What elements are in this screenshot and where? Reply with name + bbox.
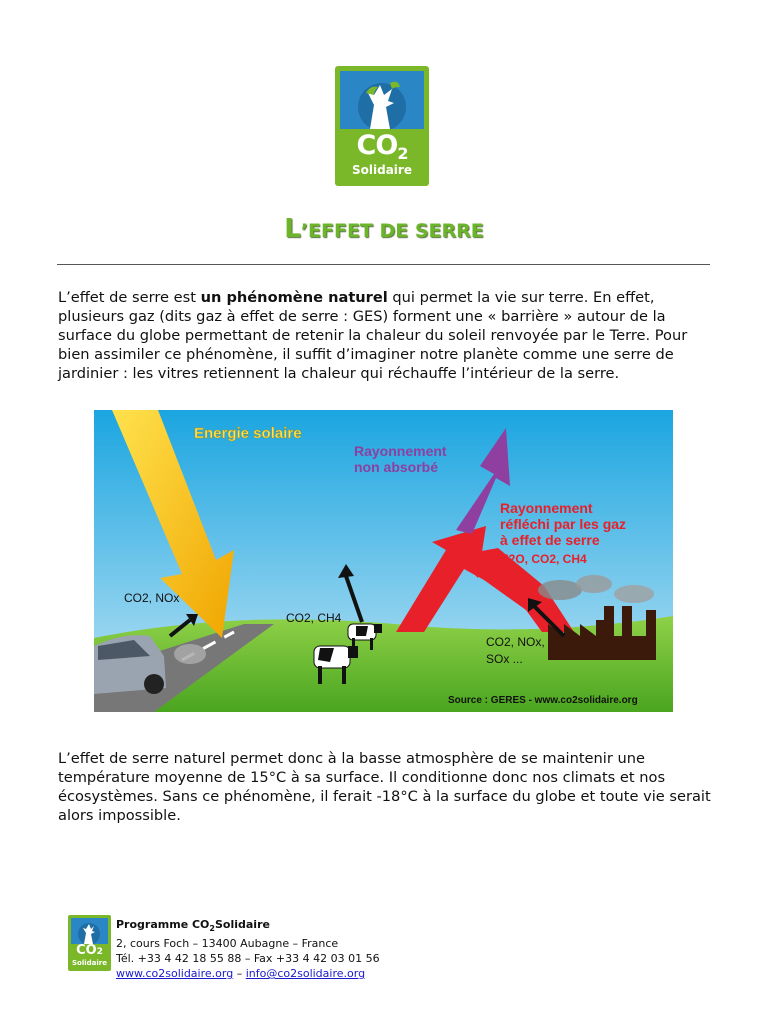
- address: 2, cours Foch – 13400 Aubagne – France: [116, 937, 339, 951]
- footer-logo: CO2 Solidaire: [68, 915, 111, 971]
- page-title: L’EFFET DE SERRE: [284, 214, 484, 244]
- smoke: [614, 585, 654, 603]
- reflected-label-1: Rayonnement: [500, 500, 593, 516]
- smoke: [538, 580, 582, 600]
- program-name: Programme $CO_2Solidaire$: [116, 918, 270, 934]
- unabsorbed-label-1: Rayonnement: [354, 443, 447, 459]
- footer-contact: [116, 917, 380, 981]
- energy-label: Energie solaire: [194, 425, 302, 442]
- reflected-label-3: à effet de serre: [500, 532, 600, 548]
- globe-tree-icon: [71, 918, 108, 944]
- reflected-label-2: réfléchi par les gaz: [500, 516, 627, 532]
- source-credit: Source : GERES - www.co2solidaire.org: [448, 695, 638, 706]
- phone-fax: Tél. +33 4 42 18 55 88 – Fax +33 4 42 03 01 56: [116, 952, 380, 966]
- email-link[interactable]: info@co2solidaire.org: [245, 967, 366, 981]
- globe-tree-icon: [340, 71, 424, 129]
- car-gases-label: CO2, NOx: [124, 591, 180, 605]
- exhaust-smoke: [174, 644, 206, 664]
- greenhouse-effect-illustration: [94, 410, 673, 712]
- conclusion-paragraph: L’effet de serre naturel permet donc à la basse atmosphère de se maintenir une température moyenne de 15°C à sa surface. Il conditionne donc nos climats et nos écosystèmes. Sans ce phénomène, il ferait -18°C à la surface du globe et toute vie serait alors impossible.: [58, 750, 711, 824]
- car-icon: [94, 635, 166, 694]
- factory-gases-label-2: SOx ...: [486, 652, 523, 666]
- website-link[interactable]: www.co2solidaire.org: [116, 967, 234, 981]
- web-links: www.co2solidaire.org – info@co2solidaire.org: [116, 967, 366, 981]
- smoke: [576, 575, 612, 593]
- title-divider: [57, 264, 710, 265]
- cow-gases-label: CO2, CH4: [286, 611, 342, 625]
- factory-gases-label-1: CO2, NOx,: [486, 635, 545, 649]
- co2-solidaire-logo: CO2 Solidaire: [335, 66, 429, 186]
- intro-paragraph: L’effet de serre est un phénomène naturel qui permet la vie sur terre. En effet, plusieurs gaz (dits gaz à effet de serre : GES) forment une « barrière » autour de la surface du globe permettant de retenir la chaleur du soleil renvoyée par le Terre. Pour bien assimiler ce phénomène, il suffit d’imaginer notre planète comme une serre de jardinier : les vitres retiennent la chaleur qui réchauffe l’intérieur de la serre.: [58, 289, 688, 382]
- reflected-label-4: H2O, CO2, CH4: [500, 552, 587, 566]
- unabsorbed-label-2: non absorbé: [354, 459, 439, 475]
